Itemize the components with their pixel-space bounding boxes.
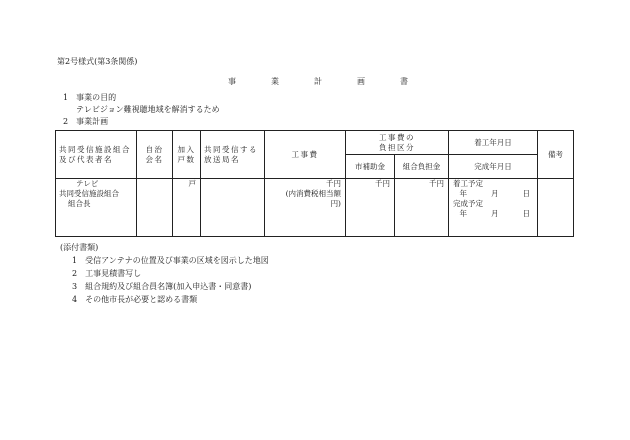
header-city-subsidy: 市補助金 [346,155,395,179]
section1-heading: 1 事業の目的 [63,93,117,102]
attachment-item: 1 受信アンテナの位置及び事業の区域を図示した地図 [72,256,269,265]
cell-city-subsidy: 千円 [346,179,395,237]
cell-households: 戸 [173,179,201,237]
cell-association: テレビ 共同受信施設組合 組合長 [56,179,137,237]
header-municipality: 自治 会名 [137,131,173,179]
cell-remarks [538,179,574,237]
business-plan-table [55,130,574,237]
finish-date-row: 年 月 日 [459,209,530,218]
cell-assoc-share: 千円 [395,179,449,237]
header-cost: 工事費 [265,131,346,179]
cell-station [201,179,265,237]
title-char: 事 [228,77,236,86]
attachments-heading: (添付書類) [60,243,99,252]
document-title [228,77,408,87]
form-code: 第2号様式(第3条関係) [57,57,138,66]
header-start-date: 着工年月日 [449,131,538,155]
attachment-item: 2 工事見積書写し [72,269,142,278]
header-finish-date: 完成年月日 [449,155,538,179]
cell-cost: 千円 (内消費税相当額 円) [265,179,346,237]
header-remarks: 備考 [538,131,574,179]
title-char: 画 [357,77,365,86]
attachment-item: 3 組合規約及び組合員名簿(加入申込書・同意書) [72,282,252,291]
header-station: 共同受信する 放送局名 [201,131,265,179]
title-char: 業 [271,77,279,86]
cell-dates: 着工予定 年 月 日 完成予定 年 月 日 [449,179,538,237]
cell-municipality [137,179,173,237]
header-share-group: 工事費の 負担区分 [346,131,449,155]
header-association: 共同受信施設組合 及び代表者名 [56,131,137,179]
start-date-row: 年 月 日 [459,189,530,198]
title-char: 計 [314,77,322,86]
attachment-item: 4 その他市長が必要と認める書類 [72,295,198,304]
header-assoc-share: 組合負担金 [395,155,449,179]
title-char: 書 [400,77,408,86]
section1-body: テレビジョン難視聴地域を解消するため [76,105,220,114]
section2-heading: 2 事業計画 [63,117,109,126]
header-households: 加入 戸数 [173,131,201,179]
